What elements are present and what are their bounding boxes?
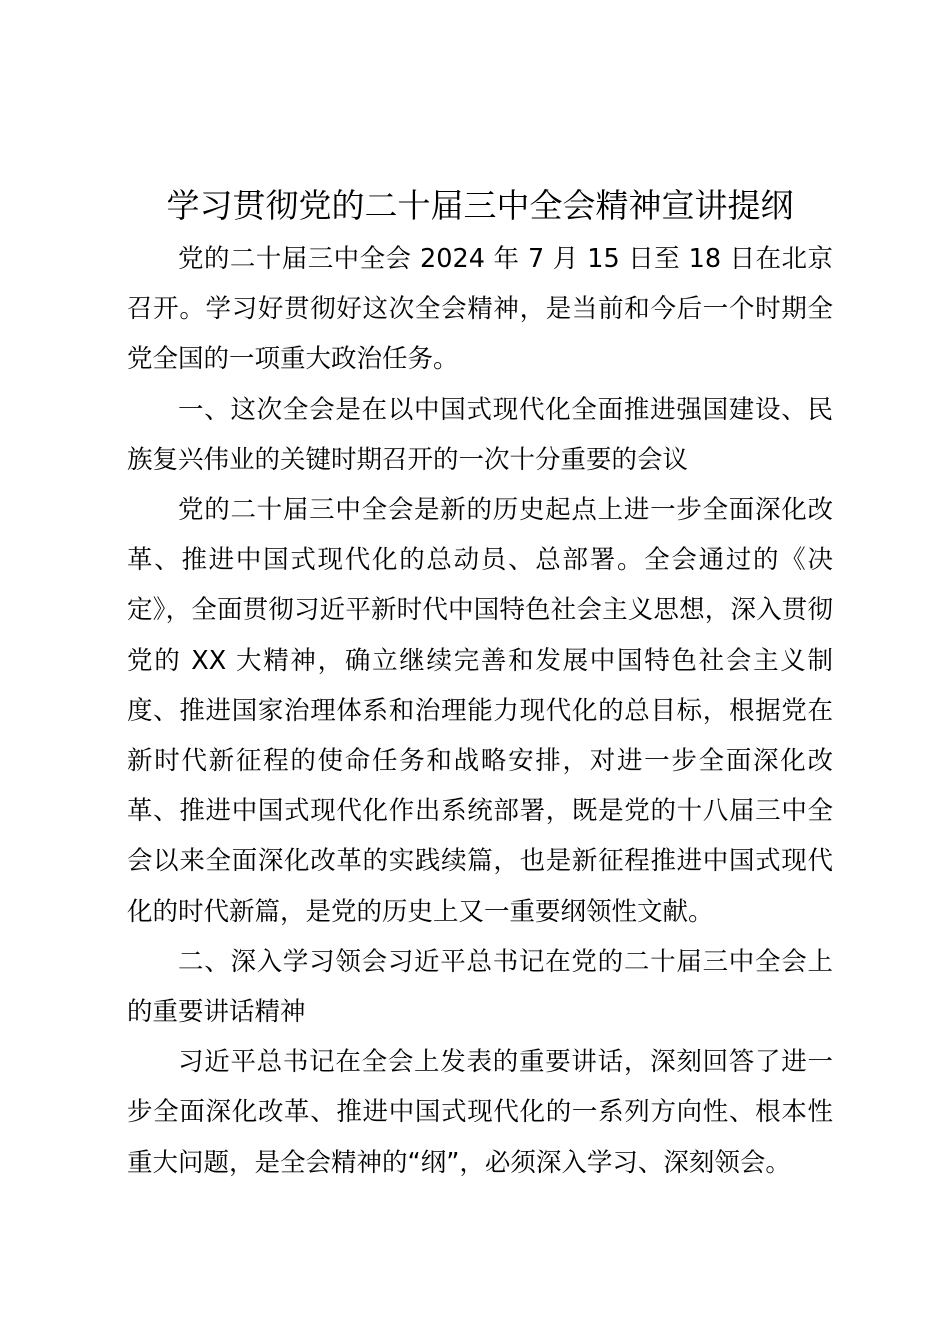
document-title: 学习贯彻党的二十届三中全会精神宣讲提纲 <box>166 186 794 225</box>
section-heading-1: 一、这次全会是在以中国式现代化全面推进强国建设、民族复兴伟业的关键时期召开的一次十分重要的会议 <box>127 394 833 475</box>
section-2-paragraph: 习近平总书记在全会上发表的重要讲话，深刻回答了进一步全面深化改革、推进中国式现代化的一系列方向性、根本性重大问题，是全会精神的“纲”，必须深入学习、深刻领会。 <box>127 1047 833 1178</box>
section-1-paragraph: 党的二十届三中全会是新的历史起点上进一步全面深化改革、推进中国式现代化的总动员、总部署。全会通过的《决定》，全面贯彻习近平新时代中国特色社会主义思想，深入贯彻党的 XX 大精神，确立继续完善和发展中国特色社会主义制度、推进国家治理体系和治理能力现代化的总目标，根据党在新时代新征程的使命任务和战略安排，对进一步全面深化改革、推进中国式现代化作出系统部署，既是党的十八届三中全会以来全面深化改革的实践续篇，也是新征程推进中国式现代化的时代新篇，是党的历史上又一重要纲领性文献。 <box>127 495 833 927</box>
section-heading-2: 二、深入学习领会习近平总书记在党的二十届三中全会上的重要讲话精神 <box>127 946 833 1028</box>
document-body <box>127 178 833 1188</box>
intro-paragraph: 党的二十届三中全会 2024 年 7 月 15 日至 18 日在北京召开。学习好贯彻好这次全会精神，是当前和今后一个时期全党全国的一项重大政治任务。 <box>127 244 833 375</box>
